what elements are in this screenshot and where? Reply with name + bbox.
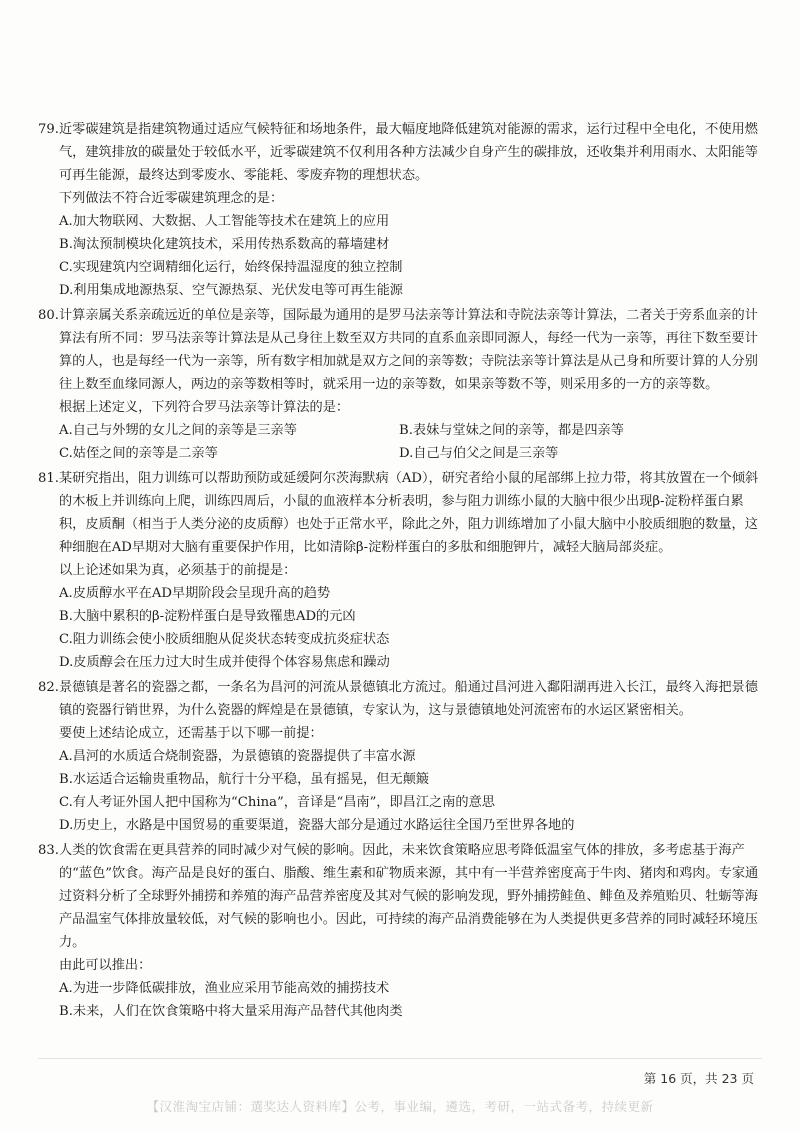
question-list: [38, 118, 768, 1025]
option-a: A.自己与外甥的女儿之间的亲等是三亲等: [59, 423, 297, 438]
question-prompt: 下列做法不符合近零碳建筑理念的是：: [59, 191, 284, 206]
page-number: 第 16 页，共 23 页: [643, 1071, 754, 1086]
option-c: C.阻力训练会使小胶质细胞从促炎状态转变成抗炎症状态: [59, 632, 390, 647]
question-text: 80.计算亲属关系亲疏远近的单位是亲等，国际最为通用的是罗马法亲等计算法和寺院法亲等计算法，二者关于旁系血亲的计算法有所不同：罗马法亲等计算法是从己身往上数至双方共同的直系血亲即同源人，每经一代为一亲等，再往下数至要计算的人，也是每经一代为一亲等，所有数字相加就是双方之间的亲等数；寺院法亲等计算法是从己身和所要计算的人分别往上数至血缘同源人，两边的亲等数相等时，就采用一边的亲等数，如果亲等数不等，则采用多的一方的亲等数。: [38, 308, 758, 392]
question-83: [38, 839, 768, 1023]
option-d: D.历史上，水路是中国贸易的重要渠道，瓷器大部分是通过水路运往全国乃至世界各地的: [59, 818, 575, 833]
question-79: [38, 118, 768, 302]
question-text: 83.人类的饮食需在更具营养的同时减少对气候的影响。因此，未来饮食策略应思考降低温室气体的排放，多考虑基于海产的“蓝色”饮食。海产品是良好的蛋白、脂酸、维生素和矿物质来源，其中有一半营养密度高于牛肉、猪肉和鸡肉。专家通过资料分析了全球野外捕捞和养殖的海产品营养密度及其对气候的影响发现，野外捕捞鲑鱼、鲱鱼及养殖贻贝、牡蛎等海产品温室气体排放量较低，对气候的影响也小。因此，可持续的海产品消费能够在为人类提供更多营养的同时减轻环境压力。: [38, 843, 759, 950]
option-b: B.表妹与堂妹之间的亲等，都是四亲等: [399, 423, 624, 438]
question-81: [38, 467, 768, 674]
option-a: A.为进一步降低碳排放，渔业应采用节能高效的捕捞技术: [59, 981, 390, 996]
footer-divider: [38, 1058, 762, 1059]
question-text: 81.某研究指出，阻力训练可以帮助预防或延缓阿尔茨海默病（AD），研究者给小鼠的尾部绑上拉力带，将其放置在一个倾斜的木板上并训练向上爬，训练四周后，小鼠的血液样本分析表明，参与阻力训练小鼠的大脑中很少出现β-淀粉样蛋白累积，皮质酮（相当于人类分泌的皮质醇）也处于正常水平，除此之外，阻力训练增加了小鼠大脑中小胶质细胞的数量，这种细胞在AD早期对大脑有重要保护作用，比如清除β-淀粉样蛋白的多肽和细胞钾片，减轻大脑局部炎症。: [38, 471, 759, 555]
question-80: [38, 304, 768, 465]
option-b: B.大脑中累积的β-淀粉样蛋白是导致罹患AD的元凶: [59, 609, 356, 624]
option-a: A.加大物联网、大数据、人工智能等技术在建筑上的应用: [59, 214, 390, 229]
option-d: D.自己与伯父之间是三亲等: [399, 446, 559, 461]
question-prompt: 根据上述定义，下列符合罗马法亲等计算法的是：: [59, 400, 350, 415]
option-c: C.实现建筑内空调精细化运行，始终保持温湿度的独立控制: [59, 260, 403, 275]
question-text: 82.景德镇是著名的瓷器之都，一条名为昌河的河流从景德镇北方流过。船通过昌河进入鄱阳湖再进入长江，最终入海把景德镇的瓷器行销世界，为什么瓷器的辉煌是在景德镇，专家认为，这与景德镇地处河流密布的水运区紧密相关。: [38, 680, 758, 718]
option-b: B.未来，人们在饮食策略中将大量采用海产品替代其他肉类: [59, 1004, 403, 1019]
question-prompt: 由此可以推出：: [59, 958, 152, 973]
option-d: D.皮质醇会在压力过大时生成并使得个体容易焦虑和躁动: [59, 655, 390, 670]
question-prompt: 以上论述如果为真，必须基于的前提是：: [59, 563, 297, 578]
option-a: A.昌河的水质适合烧制瓷器，为景德镇的瓷器提供了丰富水源: [59, 749, 416, 764]
question-text: 79.近零碳建筑是指建筑物通过适应气候特征和场地条件，最大幅度地降低建筑对能源的需求，运行过程中全电化，不使用燃气，建筑排放的碳量处于较低水平，近零碳建筑不仅利用各种方法减少自身产生的碳排放，还收集并利用雨水、太阳能等可再生能源，最终达到零废水、零能耗、零废弃物的理想状态。: [38, 122, 758, 183]
option-c: C.姑侄之间的亲等是二亲等: [59, 446, 218, 461]
option-d: D.利用集成地源热泵、空气源热泵、光伏发电等可再生能源: [59, 283, 403, 298]
option-b: B.水运适合运输贵重物品，航行十分平稳，虽有摇晃，但无颠簸: [59, 772, 429, 787]
option-b: B.淘汰预制模块化建筑技术，采用传热系数高的幕墙建材: [59, 237, 390, 252]
question-prompt: 要使上述结论成立，还需基于以下哪一前提：: [59, 726, 323, 741]
option-grid: [38, 419, 768, 465]
option-c: C.有人考证外国人把中国称为“China”，音译是“昌南”，即昌江之南的意思: [59, 795, 495, 810]
question-82: [38, 676, 768, 837]
watermark-text: 【汉淮淘宝店铺：選奖达人资料库】公考，事业编，遴选，考研，一站式备考，持续更新: [146, 1099, 654, 1114]
option-a: A.皮质醇水平在AD早期阶段会呈现升高的趋势: [59, 586, 331, 601]
